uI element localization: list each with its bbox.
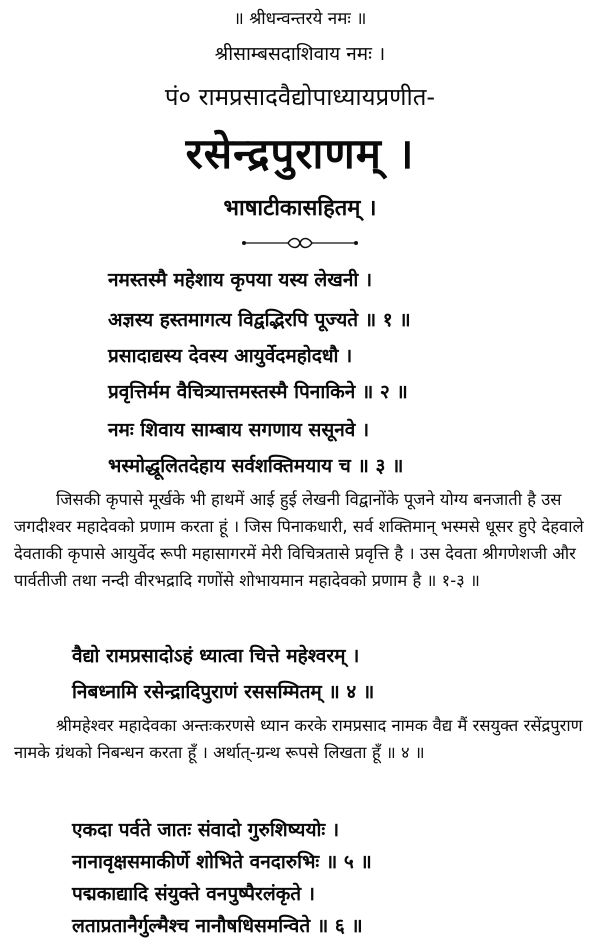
verse-line: लताप्रतानैर्गुल्मैश्च नानौषधिसमन्विते ॥ ६ ॥ [72, 915, 363, 937]
invocation-shiva: श्रीसाम्बसदाशिवाय नमः । [214, 43, 386, 65]
verse-line: भस्मोद्धूलितदेहाय सर्वशक्तिमयाय च ॥ ३ ॥ [108, 455, 404, 477]
verse-line: नानावृक्षसमाकीर्णे शोभिते वनदारुभिः ॥ ५ ॥ [72, 851, 372, 873]
verse-line: प्रवृत्तिर्मम वैचित्र्यात्तमस्तस्मै पिनाकिने ॥ २ ॥ [108, 381, 408, 403]
verse-line: वैद्यो रामप्रसादोऽहं ध्यात्वा चित्ते महेश्वरम् । [72, 645, 360, 667]
verse-line: प्रसादाद्यस्य देवस्य आयुर्वेदमहोदधौ । [108, 345, 353, 367]
author-line: पं० रामप्रसादवैद्योपाध्यायप्रणीत- [164, 83, 436, 111]
verse-line: नमस्तस्मै महेशाय कृपया यस्य लेखनी । [108, 269, 373, 291]
verse-line: निबध्नामि रसेन्द्रादिपुराणं रससम्मितम् ॥ ४ ॥ [72, 681, 375, 703]
verse-line: पद्मकाद्यादि संयुक्ते वनपुष्पैरलंकृते । [72, 883, 315, 905]
invocation-dhanvantari: ॥ श्रीधन्वन्तरये नमः ॥ [233, 9, 367, 29]
verse-line: एकदा पर्वते जातः संवादो गुरुशिष्ययोः । [72, 819, 340, 841]
book-subtitle: भाषाटीकासहितम् । [223, 196, 377, 221]
divider-ornament [240, 236, 360, 250]
verse-line: अज्ञस्य हस्तमागत्य विद्वद्भिरपि पूज्यते ॥ १ ॥ [108, 309, 411, 331]
commentary-paragraph: जिसकी कृपासे मूर्खके भी हाथमें आई हुई लेखनी विद्वानोंके पूजने योग्य बनजाती है उस जगदीश्वर महादेवको प्रणाम करता हूं । जिस पिनाकधारी, सर्व शक्तिमान् भस्मसे धूसर हुऐ देहवाले देवताकी कृपासे आयुर्वेद रूपी महासागरमें मेरी विचित्रतासे प्रवृत्ति है । उस देवता श्रीगणेशजी और पार्वतीजी तथा नन्दी वीरभद्रादि गणोंसे शोभायमान महादेवको प्रणाम है ॥ १-३ ॥ [14, 490, 584, 590]
commentary-paragraph: श्रीमहेश्वर महादेवका अन्तःकरणसे ध्यान करके रामप्रसाद नामक वैद्य मैं रसयुक्त रसेंद्रपुराण नामके ग्रंथको निबन्धन करता हूँ । अर्थात्-ग्रन्थ रूपसे लिखता हूँ ॥ ४ ॥ [14, 716, 583, 762]
verse-line: नमः शिवाय साम्बाय सगणाय ससूनवे । [108, 419, 370, 441]
book-title: रसेन्द्रपुराणम् । [185, 129, 415, 178]
